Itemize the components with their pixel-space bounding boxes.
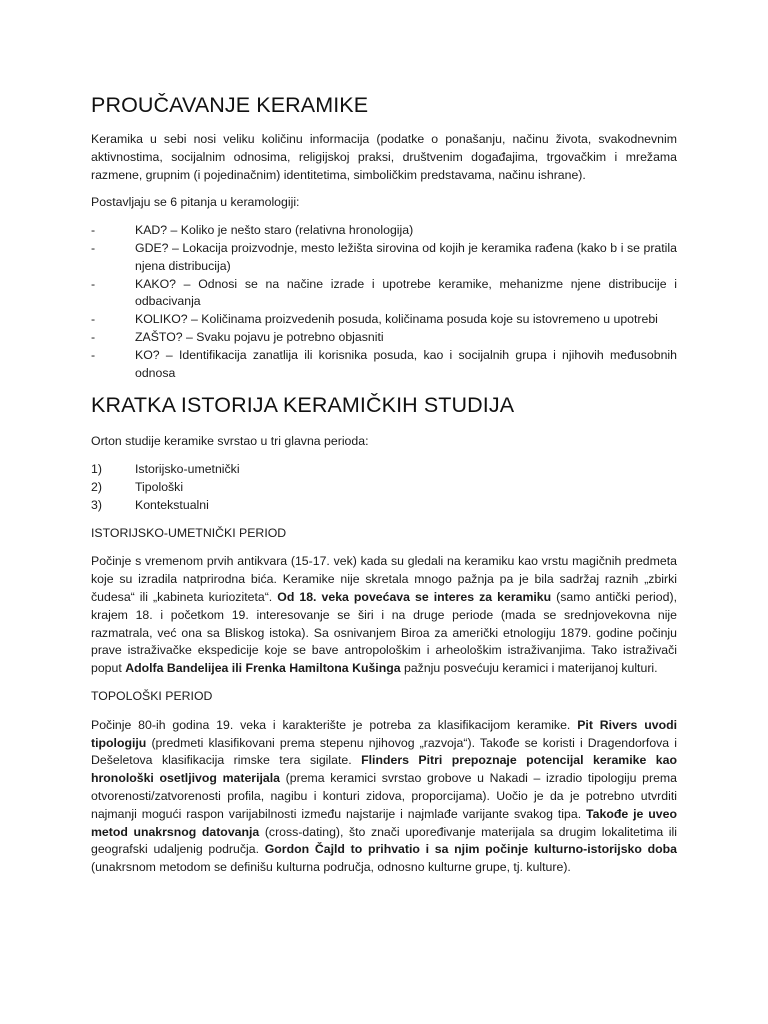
list-item-text: KO? – Identifikacija zanatlija ili korisnika posuda, kao i socijalnih grupa i njihovih međusobnih odnosa [135,347,677,380]
list-item [91,497,677,515]
list-item [91,461,677,479]
list-number: 3) [91,497,102,512]
list-number: 1) [91,462,102,477]
bold-text: Od 18. veka povećava se interes za keramiku [277,589,552,604]
list-dash: - [91,276,96,291]
text-run: Počinje s vremenom prvih antikvara (15-17. vek) kada su gledali na keramiku kao vrstu magičnih predmeta koje su izradila natprirodna bića. Keramike nije skretala mnogo pažnja pa je bila sadržaj raznih „zbirki čudesa“ ili „kabineta kurioziteta“. [91,554,677,604]
text-run: (prema keramici svrstao grobove u Nakadi – izradio tipologiju prema otvorenosti/zatvorenosti profila, nagibu i konturi zidova, proporcijama). Uočio je da je potrebno utvrditi najmanji mogući raspon varijabilnosti između najstarije i najmlađe varijante svakog tipa. [91,771,677,821]
questions-list [91,222,677,382]
text-run: (predmeti klasifikovani prema stepenu njihovog „razvoja“). Takođe se koristi i Dragendorfova i Dešeletova klasifikacija rimske tera sigilate. [91,735,677,768]
periods-list [91,461,677,514]
section-heading-istorijsko: ISTORIJSKO-UMETNIČKI PERIOD [91,525,287,540]
list-dash: - [91,223,96,238]
list-item [91,311,677,329]
list-item-text: Tipološki [135,479,184,494]
section-heading-topoloski: TOPOLOŠKI PERIOD [91,688,213,703]
list-dash: - [91,312,96,327]
list-item-text: Istorijsko-umetnički [135,462,240,477]
list-item [91,329,677,347]
list-item [91,347,677,383]
questions-intro: Postavljaju se 6 pitanja u keramologiji: [91,195,300,210]
list-item-text: KAD? – Koliko je nešto staro (relativna hronologija) [135,223,414,238]
list-dash: - [91,347,96,362]
orton-paragraph: Orton studije keramike svrstao u tri glavna perioda: [91,434,369,449]
list-item-text: KOLIKO? – Količinama proizvedenih posuda, količinama posuda koje su istovremeno u upotrebi [135,312,658,327]
text-run: (unakrsnom metodom se definišu kulturna područja, odnosno kulturne grupe, tj. kulture). [91,860,571,875]
document-page [91,92,677,887]
text-run: Počinje 80-ih godina 19. veka i karakterište je potreba za klasifikacijom keramike. [91,717,578,732]
list-item-text: Kontekstualni [135,497,209,512]
bold-text: Gordon Čajld to prihvatio i sa njim počinje kulturno-istorijsko doba [264,842,677,857]
istorijsko-paragraph [91,553,677,678]
list-item-text: ZAŠTO? – Svaku pojavu je potrebno objasniti [135,329,384,344]
text-run: (cross-dating), što znači upoređivanje materijala sa drugim lokalitetima ili geografski udaljenig područja. [91,824,677,857]
list-dash: - [91,240,96,255]
bold-text: Adolfa Bandelijea ili Frenka Hamiltona Kušinga [125,661,401,676]
title-kratka-istorija: KRATKA ISTORIJA KERAMIČKIH STUDIJA [91,393,515,418]
list-item-text: GDE? – Lokacija proizvodnje, mesto ležišta sirovina od kojih je keramika rađena (kako b i se pratila njena distribucija) [135,240,677,273]
title-proucavanje-keramike: PROUČAVANJE KERAMIKE [91,93,369,117]
list-item-text: KAKO? – Odnosi se na načine izrade i upotrebe keramike, mehanizme njene distribucije i odbacivanja [135,276,677,309]
text-run: pažnju posvećuju keramici i materijanoj kulturi. [400,661,658,676]
list-item [91,276,677,312]
intro-paragraph: Keramika u sebi nosi veliku količinu informacija (podatke o ponašanju, načinu života, svakodnevnim aktivnostima, socijalnim odnosima, religijskoj praksi, društvenim događajima, trgovačkim i mrežama razmene, grupnim (i pojedinačnim) identitetima, simboličkim predstavama, načinu ishrane). [91,132,677,182]
list-dash: - [91,329,96,344]
topoloski-paragraph [91,717,677,877]
list-number: 2) [91,479,102,494]
list-item [91,222,677,240]
list-item [91,240,677,276]
text-run: (samo antički period), krajem 18. i početkom 19. interesovanje se širi i na druge periode (mada se srednjovekovna nije razmatrala, već ona sa Bliskog istoka). Sa osnivanjem Biroa za američki etnologiju 1879. godine počinju prave istraživačke ekspedicije koje se bave antropološkim i arheološkim istraživanjima. Tako istraživači poput [91,589,677,676]
bold-text: Takođe je uveo metod unakrsnog datovanja [91,806,677,839]
bold-text: Pit Rivers uvodi tipologiju [91,717,678,750]
bold-text: Flinders Pitri prepoznaje potencijal keramike kao hronološki osetljivog materijala [91,753,677,786]
list-item [91,479,677,497]
